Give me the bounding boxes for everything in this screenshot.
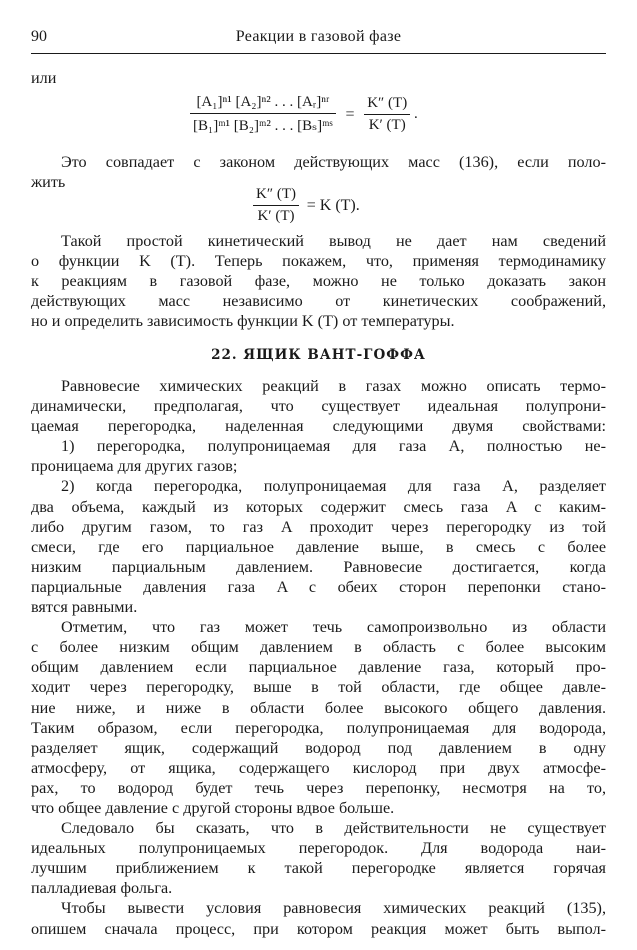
text-line: или xyxy=(31,69,57,87)
fraction-concentrations xyxy=(190,94,336,135)
text-line: что общее давление с другой стороны вдвое больше. xyxy=(31,798,395,817)
text-line: либо другим газом, то газ A проходит через перегородку из той xyxy=(31,517,606,536)
text-line: ходит через перегородку, выше в той области, где общее давле- xyxy=(31,678,606,697)
denominator: K′ (T) xyxy=(257,208,295,224)
text-line: Отметим, что газ может течь самопроизвольно из области xyxy=(61,618,606,637)
denominator: K′ (T) xyxy=(368,117,406,133)
text-line: к реакциям в газовой фазе, можно не только доказать закон xyxy=(31,272,606,291)
text-line: палладиевая фольга. xyxy=(31,879,173,898)
equation-concentration-ratio xyxy=(190,94,418,135)
equation-rhs: = K (T). xyxy=(306,196,360,214)
text-line: жить xyxy=(31,173,66,192)
text-line: ние ниже, и ниже в области более высокого общего давления. xyxy=(31,698,606,717)
paragraph-kinetic-derivation xyxy=(31,231,606,331)
text-line: Равновесие химических реакций в газах можно описать термо- xyxy=(61,377,606,395)
denominator: [B₁]ᵐ¹ [B₂]ᵐ² . . . [Bₛ]ᵐˢ xyxy=(193,118,333,134)
numerator: K″ (T) xyxy=(364,95,410,115)
text-line: Это совпадает с законом действующих масс (136), если поло- xyxy=(61,153,606,171)
fraction-rate-constants xyxy=(364,95,410,134)
page-header xyxy=(31,28,606,48)
text-line: смеси, где его парциальное давление выше, в смесь с более xyxy=(31,537,606,556)
text-line: вятся равными. xyxy=(31,598,138,617)
equation-end: . xyxy=(413,105,418,122)
text-line: цаемая перегородка, наделенная следующими двумя свойствами: xyxy=(31,417,606,436)
text-line: разделяет ящик, содержащий водород под давлением в одну xyxy=(31,738,606,757)
numerator: K″ (T) xyxy=(253,186,299,206)
text-line: парциальные давления газа A с обеих сторон перепонки стано- xyxy=(31,577,606,596)
intro-text xyxy=(31,68,606,88)
text-line: лучшим приближением к такой перегородке является горячая xyxy=(31,859,606,878)
text-line: о функции K (T). Теперь покажем, что, применяя термодинамику xyxy=(31,252,606,271)
text-line: 1) перегородка, полупроницаемая для газа A, полностью не- xyxy=(61,437,606,456)
header-rule xyxy=(31,53,606,54)
text-line: с более низким общим давлением в область с более высоким xyxy=(31,638,606,657)
section-body xyxy=(31,376,606,939)
text-line: два объема, каждый из которых содержит смесь газа A с каким- xyxy=(31,497,606,516)
text-line: проницаема для других газов; xyxy=(31,457,238,476)
text-line: Чтобы вывести условия равновесия химических реакций (135), xyxy=(61,899,606,918)
text-line: рах, то водород будет течь через перепонку, несмотря на то, xyxy=(31,778,606,797)
text-line: низким парциальным давлением. Равновесие достигается, когда xyxy=(31,557,606,576)
text-line: 2) когда перегородка, полупроницаемая для газа A, разделяет xyxy=(61,477,606,496)
fraction-rate-constants xyxy=(253,186,299,225)
text-line: динамически, предполагая, что существует идеальная полупрони- xyxy=(31,397,606,416)
text-line: общим давлением если парциальное давление газа, который про- xyxy=(31,658,606,677)
running-head: Реакции в газовой фазе xyxy=(235,28,402,45)
text-line: опишем сначала процесс, при котором реакция может быть выпол- xyxy=(31,919,606,938)
text-line: атмосферу, от ящика, содержащего кислород при двух атмосфе- xyxy=(31,758,606,777)
section-heading: 22. ЯЩИК ВАНТ-ГОФФА xyxy=(211,347,426,363)
text-line: Таким образом, если перегородка, полупроницаемая для водорода, xyxy=(31,718,606,737)
equation-k-of-t xyxy=(253,186,366,225)
numerator: [A₁]ⁿ¹ [A₂]ⁿ² . . . [Aᵣ]ⁿʳ xyxy=(190,94,336,114)
text-line: идеальных полупроницаемых перегородок. Для водорода наи- xyxy=(31,839,606,858)
equals-sign: = xyxy=(345,105,355,123)
text-line: но и определить зависимость функции K (T) от температуры. xyxy=(31,312,455,331)
page-number: 90 xyxy=(31,28,47,45)
text-line: Такой простой кинетический вывод не дает нам сведений xyxy=(61,232,606,250)
text-line: Следовало бы сказать, что в действительности не существует xyxy=(61,819,606,838)
text-line: действующих масс независимо от кинетических соображений, xyxy=(31,292,606,311)
